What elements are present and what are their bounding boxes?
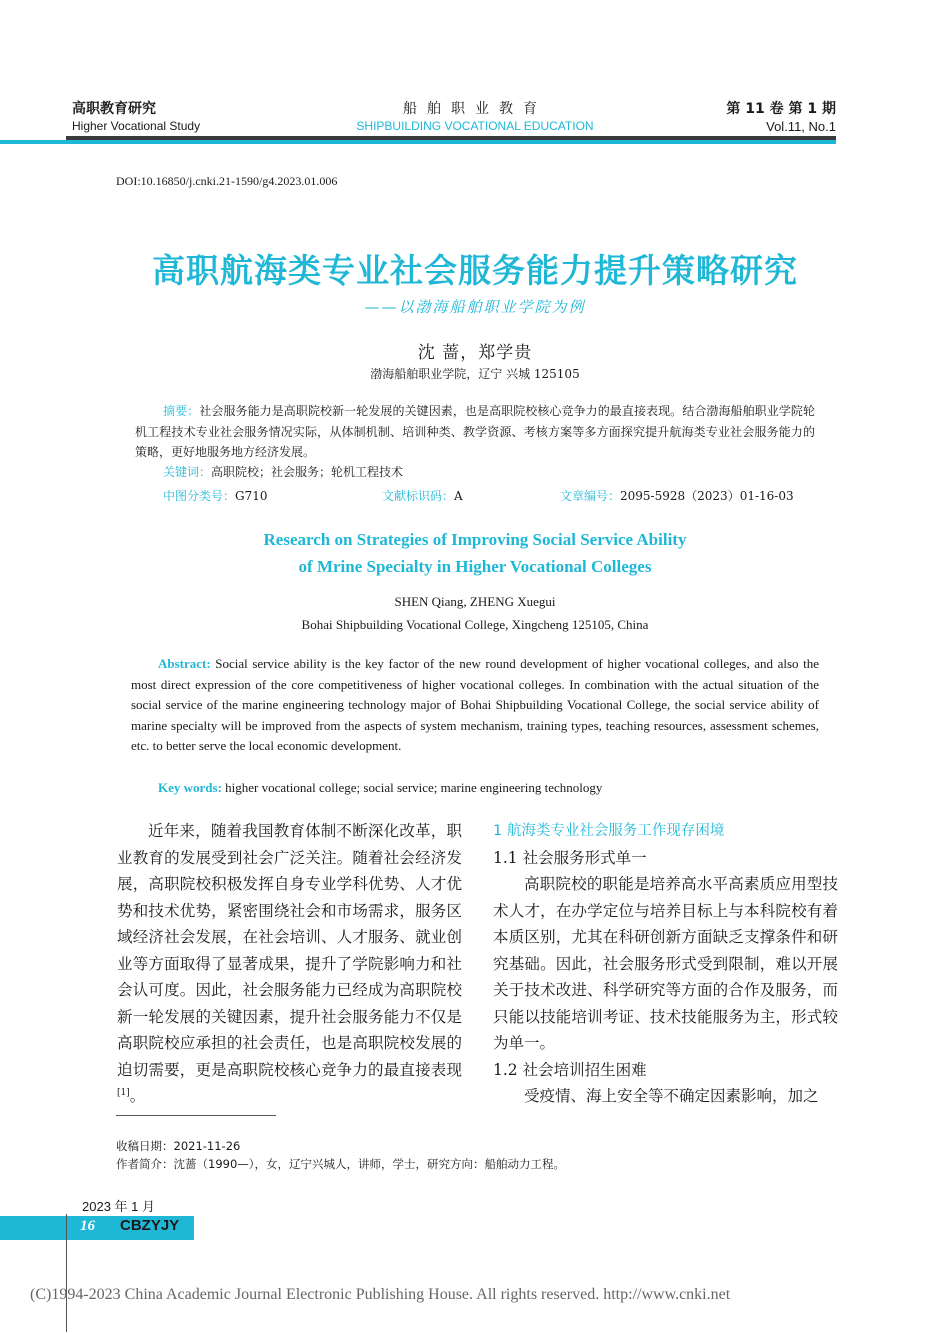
volume-issue-cn: 第 11 卷 第 1 期 bbox=[726, 101, 836, 117]
page-number: 16 bbox=[80, 1218, 95, 1234]
article-title-en-line2: of Mrine Specialty in Higher Vocational Colleges bbox=[298, 557, 652, 576]
subsection-heading-1-2: 1.2 社会培训招生困难 bbox=[493, 1060, 647, 1079]
journal-name-en: Higher Vocational Study bbox=[72, 119, 201, 133]
abstract-en-text: Social service ability is the key factor of the new round development of higher vocational colleges, and also the most direct expression of the core competitiveness of higher vocational colleges. In combination with the actual situation of the social service of the marine engineering technology major of Bohai Shipbuilding Vocational College, the social service ability of marine specialty will be improved from the aspects of system mechanism, training types, teaching resources, assessment schemes, etc. to better serve the local economic development. bbox=[131, 656, 819, 754]
doi: DOI:10.16850/j.cnki.21-1590/g4.2023.01.006 bbox=[116, 174, 338, 188]
affiliation-cn: 渤海船舶职业学院，辽宁 兴城 125105 bbox=[370, 367, 580, 381]
keywords-en-label: Key words: bbox=[158, 780, 222, 795]
abstract-cn bbox=[135, 401, 815, 463]
volume-issue-en: Vol.11, No.1 bbox=[766, 119, 836, 134]
authors-en: SHEN Qiang, ZHENG Xuegui bbox=[394, 594, 556, 609]
footnote-rule bbox=[116, 1115, 276, 1116]
doc-code-label: 文献标识码： bbox=[382, 489, 455, 503]
clc-number bbox=[163, 487, 268, 504]
citation-ref: [1] bbox=[117, 1087, 130, 1098]
section-heading-1: 1 航海类专业社会服务工作现存困境 bbox=[493, 823, 725, 839]
article-title-en-line1: Research on Strategies of Improving Social Service Ability bbox=[263, 530, 687, 549]
keywords-cn-text: 高职院校；社会服务；轮机工程技术 bbox=[211, 465, 404, 479]
doc-code-value: A bbox=[454, 489, 463, 503]
journal-name-cn: 高职教育研究 bbox=[72, 101, 156, 117]
paragraph-1-2: 受疫情、海上安全等不确定因素影响，加之 bbox=[524, 1087, 819, 1105]
author-bio: 作者简介：沈蔷（1990—），女，辽宁兴城人，讲师，学士，研究方向：船舶动力工程。 bbox=[116, 1157, 566, 1171]
journal-title-en: SHIPBUILDING VOCATIONAL EDUCATION bbox=[356, 119, 594, 133]
affiliation-en: Bohai Shipbuilding Vocational College, Xingcheng 125105, China bbox=[301, 617, 649, 632]
intro-paragraph bbox=[117, 818, 462, 1110]
article-title-cn: 高职航海类专业社会服务能力提升策略研究 bbox=[152, 251, 798, 290]
article-title-en bbox=[0, 526, 950, 580]
keywords-en-text: higher vocational college; social service; marine engineering technology bbox=[225, 780, 603, 795]
keywords-en bbox=[158, 780, 602, 796]
body-right-column bbox=[493, 818, 838, 1110]
abstract-cn-text: 社会服务能力是高职院校新一轮发展的关键因素，也是高职院校核心竞争力的最直接表现。结合渤海船舶职业学院轮机工程技术专业社会服务情况实际，从体制机制、培训种类、教学资源、考核方案等多方面探究提升航海类专业社会服务能力的策略，更好地服务地方经济发展。 bbox=[135, 404, 815, 459]
header-rule-accent bbox=[0, 140, 836, 144]
journal-code: CBZYJY bbox=[120, 1217, 180, 1234]
clc-label: 中图分类号： bbox=[163, 489, 236, 503]
article-number-label: 文章编号： bbox=[560, 489, 621, 503]
received-date: 收稿日期：2021-11-26 bbox=[116, 1139, 241, 1153]
intro-text: 近年来，随着我国教育体制不断深化改革，职业教育的发展受到社会广泛关注。随着社会经济发展，高职院校积极发挥自身专业学科优势、人才优势和技术优势，紧密围绕社会和市场需求，服务区域经济社会发展，在社会培训、人才服务、就业创业等方面取得了显著成果，提升了学院影响力和社会认可度。因此，社会服务能力已经成为高职院校新一轮发展的关键因素，提升社会服务能力不仅是高职院校应承担的社会责任，也是高职院校发展的迫切需要，更是高职院校核心竞争力的最直接表现 bbox=[117, 822, 462, 1079]
keywords-cn-label: 关键词： bbox=[163, 465, 212, 479]
article-number-value: 2095-5928（2023）01-16-03 bbox=[620, 489, 794, 503]
issue-date: 2023 年 1 月 bbox=[82, 1199, 155, 1214]
body-left-column bbox=[117, 818, 462, 1110]
abstract-en bbox=[131, 654, 819, 757]
clc-value: G710 bbox=[235, 489, 268, 503]
paragraph-1-1: 高职院校的职能是培养高水平高素质应用型技术人才，在办学定位与培养目标上与本科院校有着本质区别，尤其在科研创新方面缺乏支撑条件和研究基础。因此，社会服务形式受到限制，难以开展关于技术改进、科学研究等方面的合作及服务，而只能以技能培训考证、技术技能服务为主，形式较为单一。 bbox=[493, 875, 838, 1052]
authors-cn: 沈 蔷，郑学贵 bbox=[417, 343, 533, 363]
document-code bbox=[382, 487, 463, 504]
abstract-cn-label: 摘要： bbox=[163, 404, 200, 418]
footer-vertical-rule bbox=[66, 1214, 67, 1332]
subsection-heading-1-1: 1.1 社会服务形式单一 bbox=[493, 848, 647, 867]
keywords-cn bbox=[163, 463, 403, 480]
intro-end: 。 bbox=[129, 1087, 146, 1105]
copyright-notice: (C)1994-2023 China Academic Journal Electronic Publishing House. All rights reserved. http://www.cnki.net bbox=[30, 1286, 731, 1303]
article-number bbox=[560, 487, 794, 504]
journal-title-cn: 船舶职业教育 bbox=[403, 101, 547, 117]
article-subtitle-cn: ——以渤海船舶职业学院为例 bbox=[364, 298, 586, 316]
abstract-en-label: Abstract: bbox=[158, 656, 211, 671]
